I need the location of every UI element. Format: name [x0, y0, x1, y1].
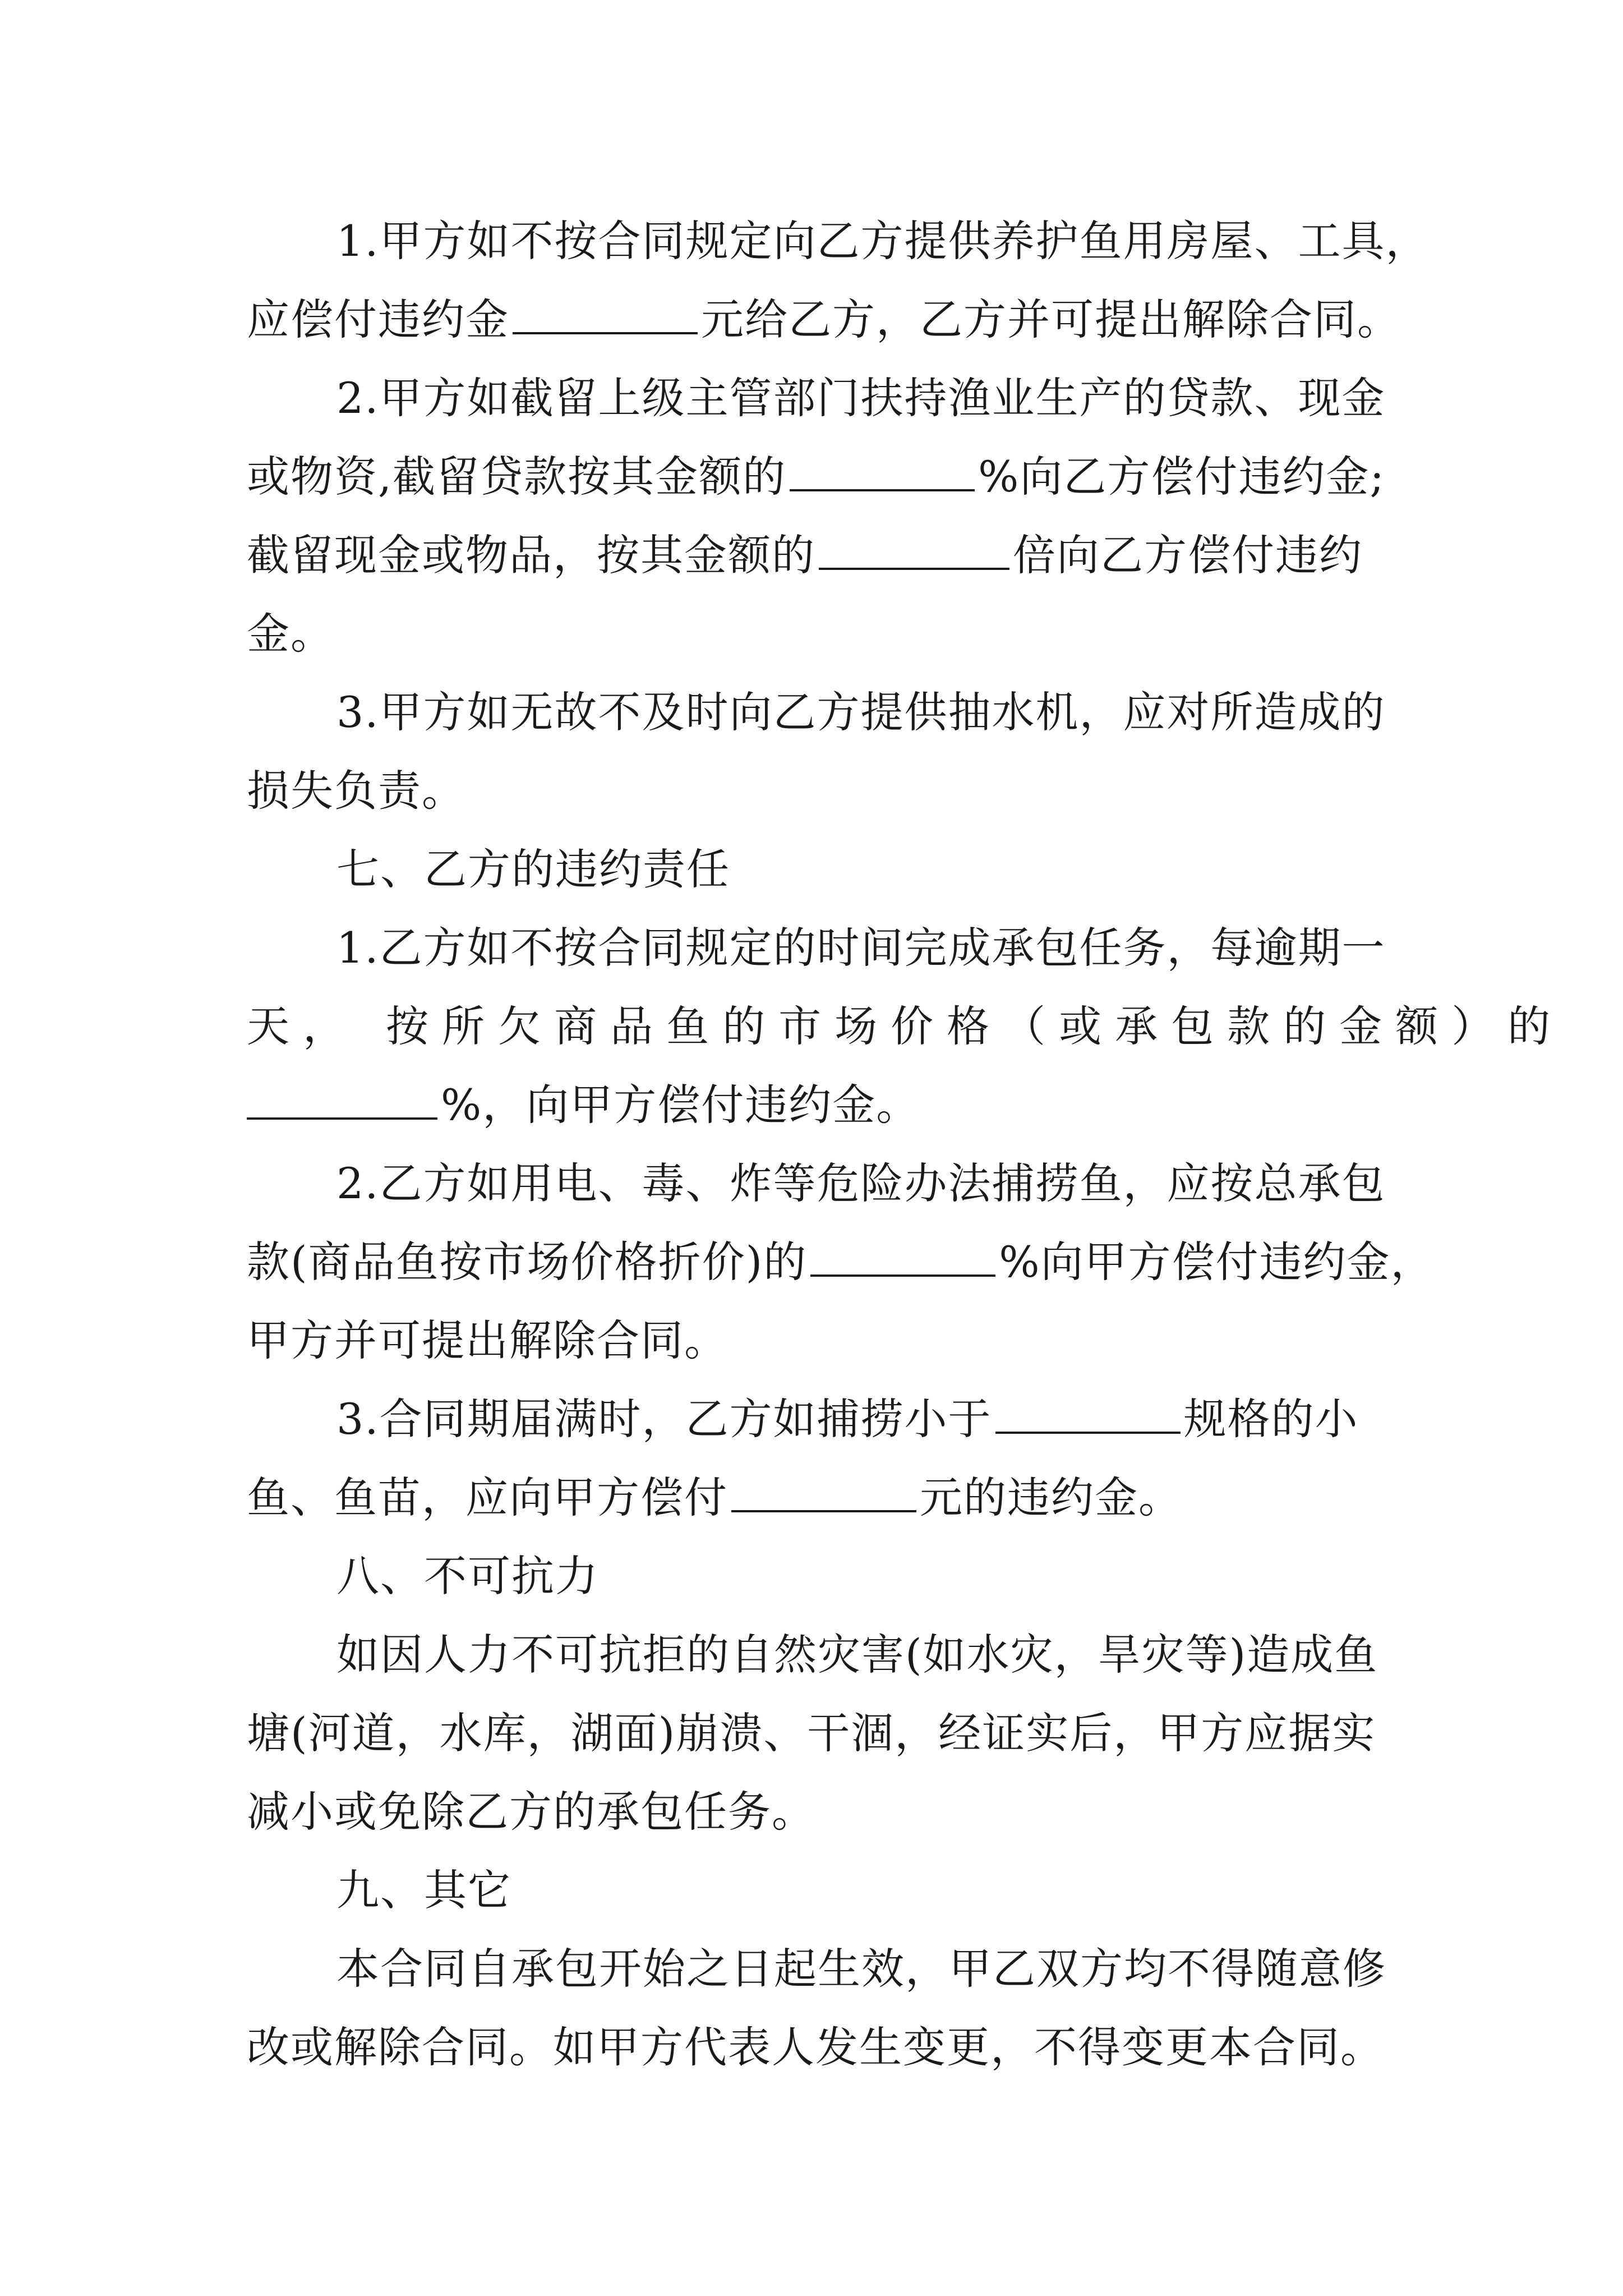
- text-segment: 元给乙方，乙方并可提出解除合同。: [701, 295, 1401, 344]
- text-line: [247, 1223, 1435, 1301]
- text-segment: %向乙方偿付违约金;: [978, 452, 1385, 501]
- text-segment: 天， 按所欠商品鱼的市场价格（或承包款的金额）的: [247, 1001, 1564, 1051]
- text-segment: 元的违约金。: [920, 1473, 1182, 1522]
- text-segment: 损失负责。: [247, 766, 465, 816]
- text-line: [247, 752, 465, 830]
- text-segment: 金。: [247, 609, 334, 659]
- text-line: [336, 909, 1386, 987]
- text-segment: 减小或免除乙方的承包任务。: [247, 1787, 815, 1837]
- text-segment: 款(商品鱼按市场价格折价)的: [247, 1237, 808, 1287]
- text-segment: %向甲方偿付违约金，: [999, 1237, 1435, 1287]
- section-heading: [336, 830, 730, 909]
- fill-in-blank[interactable]: [790, 450, 975, 491]
- text-segment: 七、乙方的违约责任: [336, 844, 730, 894]
- text-segment: 八、不可抗力: [336, 1551, 599, 1601]
- fill-in-blank[interactable]: [995, 1392, 1181, 1434]
- text-segment: 如因人力不可抗拒的自然灾害(如水灾，旱灾等)造成鱼: [336, 1630, 1378, 1680]
- text-line: [247, 987, 1564, 1066]
- text-line: [247, 438, 1385, 516]
- text-line: [336, 673, 1386, 752]
- fill-in-blank[interactable]: [247, 1078, 437, 1120]
- text-segment: %，向甲方偿付违约金。: [441, 1080, 920, 1130]
- text-segment: 倍向乙方偿付违约: [1013, 530, 1363, 580]
- text-line: [247, 1694, 1376, 1773]
- text-line: [247, 1301, 728, 1380]
- text-line: [247, 1773, 815, 1851]
- text-segment: 改或解除合同。如甲方代表人发生变更，不得变更本合同。: [247, 2022, 1384, 2072]
- text-segment: 九、其它: [336, 1865, 511, 1915]
- fill-in-blank[interactable]: [810, 1235, 995, 1277]
- section-heading: [336, 1537, 599, 1616]
- text-segment: 2.甲方如截留上级主管部门扶持渔业生产的贷款、现金: [336, 373, 1386, 423]
- text-line: [247, 595, 334, 673]
- text-line: [336, 1144, 1386, 1223]
- section-heading: [336, 1851, 511, 1930]
- text-segment: 1.甲方如不按合同规定向乙方提供养护鱼用房屋、工具，: [336, 216, 1430, 266]
- text-line: [336, 202, 1430, 280]
- text-segment: 甲方并可提出解除合同。: [247, 1315, 728, 1365]
- text-segment: 鱼、鱼苗，应向甲方偿付: [247, 1473, 728, 1522]
- text-segment: 3.合同期届满时，乙方如捕捞小于: [336, 1394, 992, 1444]
- text-segment: 3.甲方如无故不及时向乙方提供抽水机，应对所造成的: [336, 687, 1386, 737]
- text-segment: 塘(河道，水库，湖面)崩溃、干涸，经证实后，甲方应据实: [247, 1708, 1376, 1758]
- text-segment: 规格的小: [1183, 1394, 1359, 1444]
- text-line: [336, 1930, 1386, 2008]
- text-segment: 应偿付违约金: [247, 295, 509, 344]
- text-segment: 2.乙方如用电、毒、炸等危险办法捕捞鱼，应按总承包: [336, 1158, 1386, 1208]
- text-line: [336, 359, 1386, 438]
- text-line: [247, 1458, 1182, 1537]
- text-line: [247, 516, 1363, 595]
- text-line: [247, 1066, 920, 1144]
- text-segment: 1.乙方如不按合同规定的时间完成承包任务，每逾期一: [336, 923, 1386, 973]
- text-segment: 或物资,截留贷款按其金额的: [247, 452, 787, 501]
- text-line: [247, 2008, 1384, 2087]
- text-line: [336, 1380, 1359, 1458]
- text-segment: 截留现金或物品，按其金额的: [247, 530, 815, 580]
- fill-in-blank[interactable]: [513, 293, 698, 334]
- text-line: [247, 280, 1401, 359]
- fill-in-blank[interactable]: [819, 528, 1009, 570]
- text-line: [336, 1616, 1378, 1694]
- text-segment: 本合同自承包开始之日起生效，甲乙双方均不得随意修: [336, 1944, 1386, 1994]
- fill-in-blank[interactable]: [731, 1471, 916, 1512]
